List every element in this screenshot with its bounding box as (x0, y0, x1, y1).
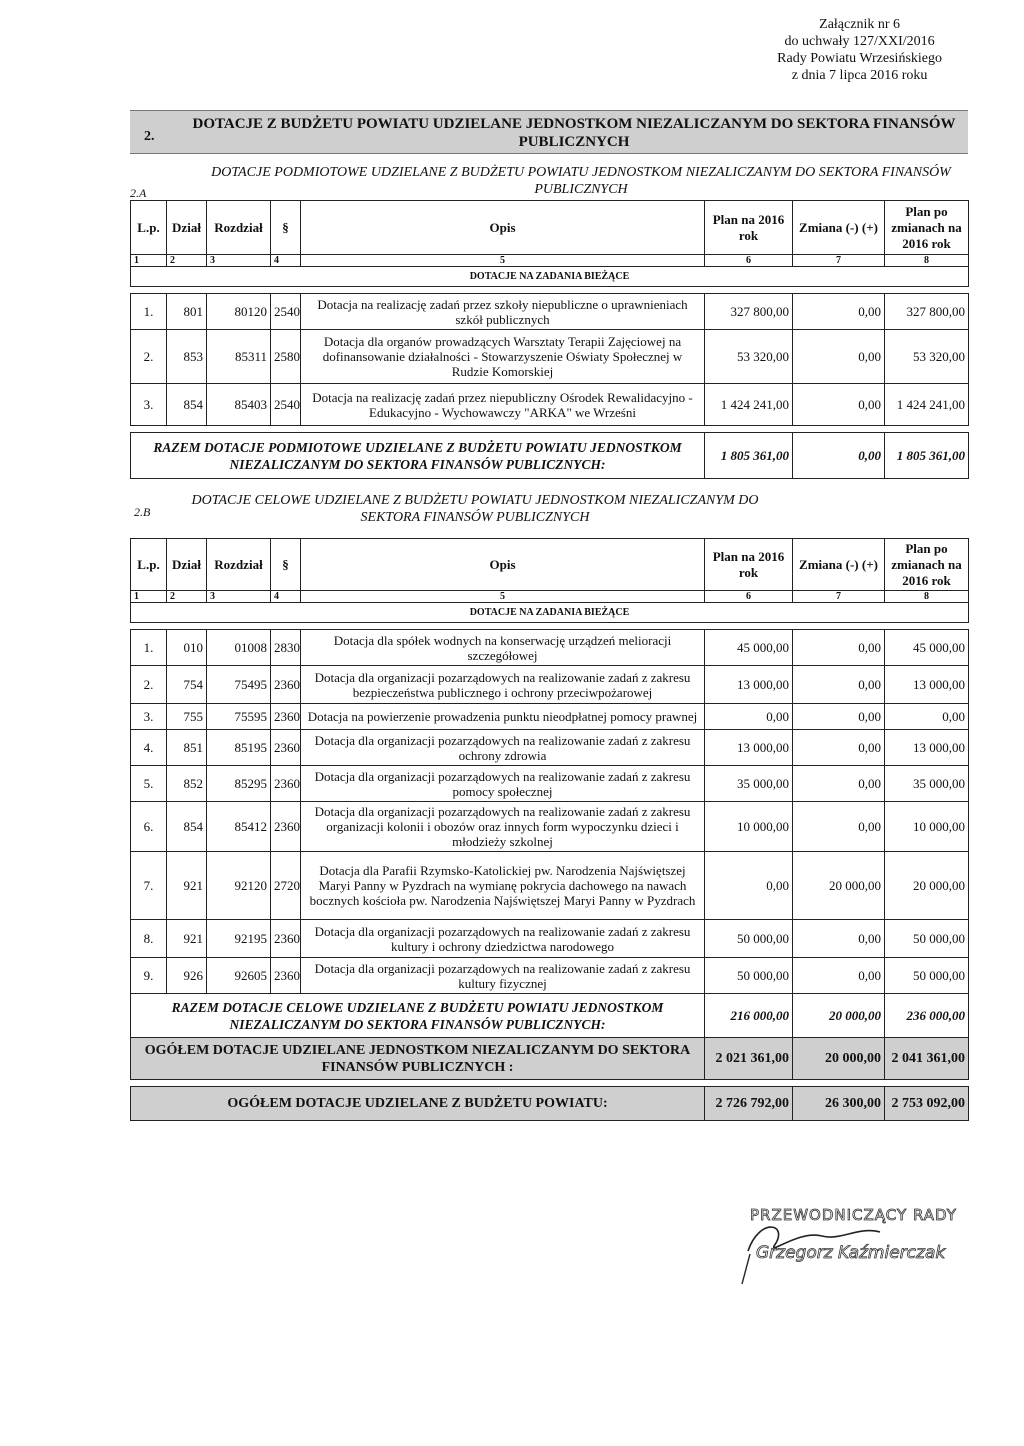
row-dzial: 852 (167, 766, 207, 802)
row-lp: 1. (131, 294, 167, 330)
row-description: Dotacja na powierzenie prowadzenia punktu nieodpłatnej pomocy prawnej (301, 704, 705, 730)
resolution-ref: do uchwały 127/XXI/2016 (784, 34, 935, 49)
spacer-cell (131, 287, 969, 294)
row-lp: 3. (131, 704, 167, 730)
row-dzial: 921 (167, 920, 207, 958)
table-row (131, 330, 969, 384)
row-dzial: 926 (167, 958, 207, 994)
row-dzial: 010 (167, 630, 207, 666)
row-dzial: 801 (167, 294, 207, 330)
row-paragraf: 2360 (271, 958, 301, 994)
row-dzial: 854 (167, 384, 207, 426)
row-plan: 35 000,00 (705, 766, 793, 802)
row-paragraf: 2580 (271, 330, 301, 384)
row-description: Dotacja dla organizacji pozarządowych na realizowanie zadań z zakresu pomocy społecznej (301, 766, 705, 802)
table-b-total-row (131, 994, 969, 1038)
row-dzial: 754 (167, 666, 207, 704)
row-change: 0,00 (793, 384, 885, 426)
row-plan-after: 50 000,00 (885, 920, 969, 958)
col-number: 3 (207, 255, 271, 267)
row-plan: 50 000,00 (705, 920, 793, 958)
grand-total-change: 20 000,00 (793, 1038, 885, 1080)
grand-total-label: OGÓŁEM DOTACJE UDZIELANE JEDNOSTKOM NIEZALICZANYM DO SEKTORA FINANSÓW PUBLICZNYCH : (131, 1038, 705, 1080)
col-lp-header: L.p. (131, 201, 167, 255)
row-description: Dotacja na realizację zadań przez szkoły niepubliczne o uprawnieniach szkół publicznych (301, 294, 705, 330)
spacer-row (131, 1080, 969, 1087)
col-zmiana-header: Zmiana (-) (+) (793, 201, 885, 255)
col-number: 5 (301, 255, 705, 267)
council-name: Rady Powiatu Wrzesińskiego (777, 51, 942, 66)
spacer-row (131, 287, 969, 294)
row-plan-after: 45 000,00 (885, 630, 969, 666)
row-plan: 0,00 (705, 704, 793, 730)
row-change: 0,00 (793, 766, 885, 802)
row-rozdzial: 80120 (207, 294, 271, 330)
row-lp: 1. (131, 630, 167, 666)
row-change: 0,00 (793, 630, 885, 666)
row-rozdzial: 92195 (207, 920, 271, 958)
col-lp-header: L.p. (131, 539, 167, 591)
column-numbers-row (131, 255, 969, 267)
row-change: 0,00 (793, 958, 885, 994)
signature-drawing (730, 1196, 970, 1286)
row-lp: 4. (131, 730, 167, 766)
row-plan: 50 000,00 (705, 958, 793, 994)
row-rozdzial: 75495 (207, 666, 271, 704)
row-paragraf: 2360 (271, 920, 301, 958)
part-b-title: DOTACJE CELOWE UDZIELANE Z BUDŻETU POWIATU JEDNOSTKOM NIEZALICZANYM DO SEKTORA FINANSÓW PUBLICZNYCH (191, 493, 759, 525)
row-plan-after: 13 000,00 (885, 730, 969, 766)
col-number: 2 (167, 591, 207, 603)
row-dzial: 755 (167, 704, 207, 730)
row-change: 0,00 (793, 730, 885, 766)
category-label: DOTACJE NA ZADANIA BIEŻĄCE (131, 267, 969, 287)
row-rozdzial: 01008 (207, 630, 271, 666)
row-plan: 45 000,00 (705, 630, 793, 666)
table-row (131, 630, 969, 666)
table-row (131, 852, 969, 920)
table-a-body (131, 294, 969, 426)
col-plan-po-header: Plan po zmianach na 2016 rok (885, 539, 969, 591)
attachment-number: Załącznik nr 6 (819, 17, 901, 32)
table-row (131, 958, 969, 994)
row-paragraf: 2360 (271, 730, 301, 766)
row-plan: 13 000,00 (705, 730, 793, 766)
row-lp: 2. (131, 666, 167, 704)
table-a-header-row (131, 201, 969, 255)
section-header-band (130, 110, 968, 154)
table-row (131, 766, 969, 802)
table-b-header-row (131, 539, 969, 591)
row-lp: 5. (131, 766, 167, 802)
col-number: 6 (705, 591, 793, 603)
row-paragraf: 2540 (271, 384, 301, 426)
section-number: 2. (144, 129, 155, 144)
total-plan-after: 1 805 361,00 (885, 433, 969, 479)
signature-stamp (730, 1196, 970, 1286)
row-plan-after: 0,00 (885, 704, 969, 730)
grand-total-label: OGÓŁEM DOTACJE UDZIELANE Z BUDŻETU POWIATU: (131, 1087, 705, 1121)
row-rozdzial: 92605 (207, 958, 271, 994)
row-plan: 327 800,00 (705, 294, 793, 330)
row-plan: 1 424 241,00 (705, 384, 793, 426)
table-part-a (130, 200, 969, 479)
col-number: 5 (301, 591, 705, 603)
grand-total-change: 26 300,00 (793, 1087, 885, 1121)
row-change: 0,00 (793, 704, 885, 730)
total-change: 20 000,00 (793, 994, 885, 1038)
row-description: Dotacja dla organów prowadzących Warsztaty Terapii Zajęciowej na dofinansowanie działalności - Stowarzyszenie Oświaty Społecznej w Rudzie Komorskiej (301, 330, 705, 384)
row-plan-after: 20 000,00 (885, 852, 969, 920)
table-b-body (131, 630, 969, 994)
col-number: 1 (131, 255, 167, 267)
col-rozdzial-header: Rozdział (207, 539, 271, 591)
row-paragraf: 2720 (271, 852, 301, 920)
table-row (131, 384, 969, 426)
resolution-date: z dnia 7 lipca 2016 roku (791, 68, 928, 83)
part-a-title: DOTACJE PODMIOTOWE UDZIELANE Z BUDŻETU POWIATU JEDNOSTKOM NIEZALICZANYM DO SEKTORA FINANSÓW PUBLICZNYCH (211, 165, 951, 197)
signature-stroke (742, 1254, 750, 1284)
total-plan-after: 236 000,00 (885, 994, 969, 1038)
row-rozdzial: 85295 (207, 766, 271, 802)
col-number: 2 (167, 255, 207, 267)
category-row (131, 267, 969, 287)
row-plan: 13 000,00 (705, 666, 793, 704)
table-row (131, 666, 969, 704)
row-plan-after: 1 424 241,00 (885, 384, 969, 426)
row-lp: 7. (131, 852, 167, 920)
row-plan-after: 13 000,00 (885, 666, 969, 704)
spacer-cell (131, 426, 969, 433)
row-description: Dotacja dla Parafii Rzymsko-Katolickiej pw. Narodzenia Najświętszej Maryi Panny w Pyzdrach na wymianę pokrycia dachowego na nawach bocznych kościoła pw. Narodzenia Najświętszej Maryi Panny w Pyzdrach (301, 852, 705, 920)
spacer-row (131, 426, 969, 433)
row-paragraf: 2360 (271, 704, 301, 730)
row-paragraf: 2830 (271, 630, 301, 666)
row-change: 0,00 (793, 330, 885, 384)
row-plan-after: 53 320,00 (885, 330, 969, 384)
row-dzial: 854 (167, 802, 207, 852)
section-title: DOTACJE Z BUDŻETU POWIATU UDZIELANE JEDNOSTKOM NIEZALICZANYM DO SEKTORA FINANSÓW PUBLICZNYCH (192, 116, 956, 150)
row-dzial: 851 (167, 730, 207, 766)
row-plan: 10 000,00 (705, 802, 793, 852)
row-plan-after: 50 000,00 (885, 958, 969, 994)
row-paragraf: 2540 (271, 294, 301, 330)
grand-total-row-2 (131, 1087, 969, 1121)
col-number: 7 (793, 591, 885, 603)
col-zmiana-header: Zmiana (-) (+) (793, 539, 885, 591)
row-description: Dotacja dla organizacji pozarządowych na realizowanie zadań z zakresu kultury fizycznej (301, 958, 705, 994)
row-lp: 6. (131, 802, 167, 852)
row-plan: 53 320,00 (705, 330, 793, 384)
row-lp: 3. (131, 384, 167, 426)
row-rozdzial: 75595 (207, 704, 271, 730)
table-row (131, 294, 969, 330)
grand-total-row-1 (131, 1038, 969, 1080)
spacer-cell (131, 623, 969, 630)
row-dzial: 853 (167, 330, 207, 384)
total-label: RAZEM DOTACJE PODMIOTOWE UDZIELANE Z BUDŻETU POWIATU JEDNOSTKOM NIEZALICZANYM DO SEKTORA FINANSÓW PUBLICZNYCH: (131, 433, 705, 479)
attachment-header (777, 16, 942, 84)
col-plan-po-header: Plan po zmianach na 2016 rok (885, 201, 969, 255)
row-description: Dotacja dla organizacji pozarządowych na realizowanie zadań z zakresu organizacji kolonii i obozów oraz innych form wypoczynku dzieci i młodzieży szkolnej (301, 802, 705, 852)
row-paragraf: 2360 (271, 802, 301, 852)
category-row (131, 603, 969, 623)
table-row (131, 802, 969, 852)
row-paragraf: 2360 (271, 666, 301, 704)
row-plan-after: 35 000,00 (885, 766, 969, 802)
col-opis-header: Opis (301, 539, 705, 591)
column-numbers-row (131, 591, 969, 603)
row-rozdzial: 85195 (207, 730, 271, 766)
total-plan: 216 000,00 (705, 994, 793, 1038)
category-label: DOTACJE NA ZADANIA BIEŻĄCE (131, 603, 969, 623)
col-number: 6 (705, 255, 793, 267)
row-description: Dotacja na realizację zadań przez niepubliczny Ośrodek Rewalidacyjno - Edukacyjno - Wychowawczy "ARKA" we Wrześni (301, 384, 705, 426)
col-opis-header: Opis (301, 201, 705, 255)
col-number: 4 (271, 591, 301, 603)
spacer-row (131, 623, 969, 630)
row-description: Dotacja dla organizacji pozarządowych na realizowanie zadań z zakresu kultury i ochrony dziedzictwa narodowego (301, 920, 705, 958)
row-lp: 9. (131, 958, 167, 994)
col-rozdzial-header: Rozdział (207, 201, 271, 255)
col-plan-header: Plan na 2016 rok (705, 201, 793, 255)
grand-total-plan: 2 726 792,00 (705, 1087, 793, 1121)
col-number: 4 (271, 255, 301, 267)
row-change: 20 000,00 (793, 852, 885, 920)
col-dzial-header: Dział (167, 201, 207, 255)
row-rozdzial: 85403 (207, 384, 271, 426)
row-plan-after: 10 000,00 (885, 802, 969, 852)
row-description: Dotacja dla organizacji pozarządowych na realizowanie zadań z zakresu ochrony zdrowia (301, 730, 705, 766)
table-row (131, 704, 969, 730)
stamp-title: PRZEWODNICZĄCY RADY (750, 1206, 957, 1224)
table-a-total-row (131, 433, 969, 479)
row-paragraf: 2360 (271, 766, 301, 802)
row-change: 0,00 (793, 294, 885, 330)
col-paragraf-header: § (271, 201, 301, 255)
row-change: 0,00 (793, 666, 885, 704)
col-number: 3 (207, 591, 271, 603)
col-paragraf-header: § (271, 539, 301, 591)
row-rozdzial: 85412 (207, 802, 271, 852)
total-label: RAZEM DOTACJE CELOWE UDZIELANE Z BUDŻETU POWIATU JEDNOSTKOM NIEZALICZANYM DO SEKTORA FINANSÓW PUBLICZNYCH: (131, 994, 705, 1038)
col-number: 7 (793, 255, 885, 267)
col-dzial-header: Dział (167, 539, 207, 591)
row-lp: 2. (131, 330, 167, 384)
total-plan: 1 805 361,00 (705, 433, 793, 479)
total-change: 0,00 (793, 433, 885, 479)
row-lp: 8. (131, 920, 167, 958)
row-rozdzial: 85311 (207, 330, 271, 384)
part-a-code: 2.A (130, 186, 147, 200)
grand-total-plan-after: 2 041 361,00 (885, 1038, 969, 1080)
grand-total-plan: 2 021 361,00 (705, 1038, 793, 1080)
row-change: 0,00 (793, 920, 885, 958)
table-row (131, 920, 969, 958)
row-plan: 0,00 (705, 852, 793, 920)
row-description: Dotacja dla spółek wodnych na konserwację urządzeń melioracji szczegółowej (301, 630, 705, 666)
row-description: Dotacja dla organizacji pozarządowych na realizowanie zadań z zakresu bezpieczeństwa publicznego i ochrony przeciwpożarowej (301, 666, 705, 704)
col-number: 1 (131, 591, 167, 603)
spacer-cell (131, 1080, 969, 1087)
part-b-code: 2.B (134, 505, 151, 519)
table-part-b (130, 538, 969, 1121)
grand-total-plan-after: 2 753 092,00 (885, 1087, 969, 1121)
col-number: 8 (885, 255, 969, 267)
stamp-name: Grzegorz Kaźmierczak (756, 1243, 946, 1263)
table-row (131, 730, 969, 766)
row-plan-after: 327 800,00 (885, 294, 969, 330)
col-number: 8 (885, 591, 969, 603)
row-dzial: 921 (167, 852, 207, 920)
row-change: 0,00 (793, 802, 885, 852)
row-rozdzial: 92120 (207, 852, 271, 920)
col-plan-header: Plan na 2016 rok (705, 539, 793, 591)
